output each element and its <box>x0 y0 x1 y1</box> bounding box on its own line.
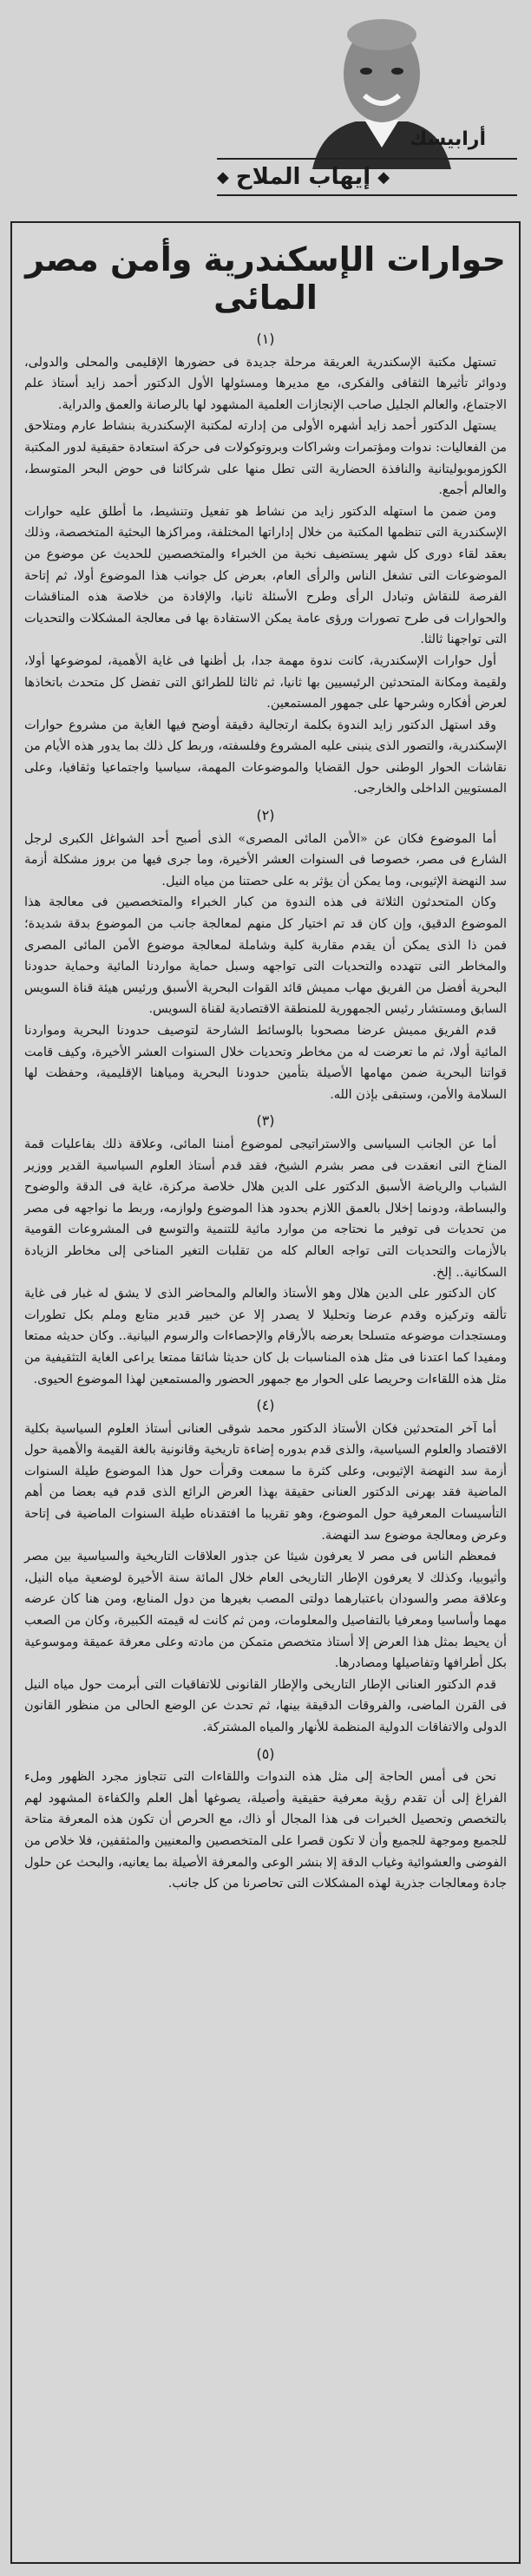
diamond-icon: ◆ <box>377 167 390 187</box>
article-box <box>10 221 521 2564</box>
paragraph: فمعظم الناس فى مصر لا يعرفون شيئا عن جذور العلاقات التاريخية والسياسية بين مصر وأثيوبيا، وكذلك لا يعرفون الإطار التاريخى العام خلال المائة سنة الأخيرة لوضعية مياه النيل، وعلاقة مصر والسودان باعتبارهما دولتى المصب بغيرها من دول المنابع، ومن هنا كان عرضه مهما وأساسيا ومعرفيا بالتفاصيل والمعلومات، ومن ثم كانت له قيمته الكبيرة، وكان من الصعب أن يحيط بمثل هذا العرض إلا أستاذ متخصص متمكن من مادته وعلى معرفة عميقة وموسوعية بكل أطرافها وتفاصيلها ومصادرها. <box>24 1550 507 1671</box>
paragraph: يستهل الدكتور أحمد زايد أشهره الأولى من إدارته لمكتبة الإسكندرية بنشاط عارم ومتلاحق من الفعاليات: ندوات ومؤتمرات وشراكات وبروتوكولات فى حركة استعادة حقيقية لدور المكتبة الكوزموبوليتانية والنافذة الحضارية التى تطل منها على شركائنا فى حوض البحر المتوسط، والعالم أجمع. <box>24 419 507 498</box>
paragraph: ومن ضمن ما استهله الدكتور زايد من نشاط هو تفعيل وتنشيط، ما أطلق عليه حوارات الإسكندرية التى تنظمها المكتبة من خلال إداراتها المختلفة، ومراكزها البحثية المتخصصة، وذلك بعقد لقاء دورى كل شهر يستضيف نخبة من الخبراء والمتخصصين للحديث عن موضوع من الموضوعات التى تشغل الناس والرأى العام، بعرض كل جوانب هذا الموضوع أولا، ثم إتاحة الفرصة للنقاش وتبادل الرأى وطرح الأسئلة ثانيا، والإفادة من خلاصة هذه المناقشات والحوارات فى طرح تصورات ورؤى عامة يمكن الاستفادة بها فى معالجة المشكلات والتحديات التى تواجهنا ثالثا. <box>24 504 507 647</box>
section-number: (٥) <box>256 1745 275 1762</box>
section-number: (٣) <box>256 1112 275 1130</box>
paragraph: قدم الفريق مميش عرضا مصحوبا بالوسائط الشارحة لتوصيف حدودنا البحرية ومواردنا المائية أولا، ثم ما تعرضت له من مخاطر وتحديات خلال السنوات العشر الأخيرة، وكيف قامت قواتنا البحرية ضمن مهامها الأصيلة بتأمين حدودنا البحرية ومياهنا الإقليمية، وحفظت لها السلامة والأمن، وستبقى بإذن الله. <box>24 1024 507 1102</box>
diamond-icon: ◆ <box>217 167 229 187</box>
section-number: (٢) <box>256 807 275 824</box>
paragraph: قدم الدكتور العنانى الإطار التاريخى والإطار القانونى للاتفاقيات التى أبرمت حول مياه النيل فى القرن الماضى، والفروقات الدقيقة بينها، ثم تحدث عن الوضع الحالى من منظور القانون الدولى والاتفاقات الدولية المنظمة للأنهار والمياه المشتركة. <box>24 1677 507 1734</box>
paragraph: وكان المتحدثون الثلاثة فى هذه الندوة من كبار الخبراء والمتخصصين فى معالجة هذا الموضوع الدقيق، وإن كان قد تم اختيار كل منهم لمعالجة جانب من الموضوع بدقة شديدة؛ فمن ذا الذى يمكن أن يقدم مقاربة كلية وشاملة لمعالجة موضوع الأمن المائى المصرى والمخاطر التى تتهدده والتحديات التى تواجهه وسبل حماية مواردنا المائية وحماية حدودنا البحرية أفضل من الفريق مهاب مميش قائد القوات البحرية الأسبق ورئيس هيئة قناة السويس السابق ومستشار رئيس الجمهورية للمنطقة الاقتصادية لقناة السويس. <box>24 895 507 1017</box>
paragraph: نحن فى أمس الحاجة إلى مثل هذه الندوات واللقاءات التى تتجاوز مجرد الظهور وملء الفراغ إلى أن تقدم رؤية معرفية حقيقية وأصيلة، يصوغها أهل العلم والكفاءة المشهود لهم بالتخصص وتحصيل الخبرات فى هذا المجال أو ذاك، مع الحرص أن تكون هذه المعرفة متاحة للجميع وموجهة للجميع وأن لا تكون قصرا على المتخصصين والمعنيين والمثقفين، فلا خلاص من الفوضى والعشوائية وغياب الدقة إلا بنشر الوعى والمعرفة الأصيلة بما يعانيه، والبحث عن حلول جادة ومعالجات جذرية لهذه المشكلات التى تحاصرنا من كل جانب. <box>24 1770 507 1891</box>
column-name: أرابيسك <box>410 128 486 150</box>
author-bar <box>217 158 517 196</box>
paragraph: أما الموضوع فكان عن «الأمن المائى المصرى» الذى أصبح أحد الشواغل الكبرى لرجل الشارع فى مصر، خصوصا فى السنوات العشر الأخيرة، وما جرى فيها من بروز مشكلة أزمة سد النهضة الإثيوبى، وما يمكن أن يؤثر به على حصتنا من مياه النيل. <box>24 831 507 888</box>
column-header <box>0 0 531 217</box>
article-body <box>12 329 519 1895</box>
section-number: (١) <box>256 331 275 347</box>
section-number: (٤) <box>256 1397 275 1414</box>
paragraph: كان الدكتور على الدين هلال وهو الأستاذ والعالم والمحاضر الذى لا يشق له غبار فى غاية تألقه وتركيزه وقدم عرضا وتحليلا لا يصدر إلا عن خبير قدير متابع وملم بكل تطورات ومستجدات موضوعه متسلحا بعرضه بالأرقام والإحصاءات والرسوم البيانية.. وكان حديثه ممتعا ومفيدا كما اعتدنا فى مثل هذه المناسبات بل كان حديثا شائقا ممتعا يراعى الغاية التثقيفية من مثل هذه اللقاءات وحريصا على الحوار مع جمهور الحضور والمستمعين لهذا الموضوع الحيوى. <box>24 1287 507 1386</box>
paragraph: أول حوارات الإسكندرية، كانت ندوة مهمة جدا، بل أظنها فى غاية الأهمية، لموضوعها أولا، ولقيمة ومكانة المتحدثين الرئيسيين بها ثانيا، ثم ثالثا للطرائق التى تفضل كل متحدث باتخاذها لعرض أفكاره وشرحها على جمهور المستمعين. <box>24 653 507 711</box>
paragraph: أما آخر المتحدثين فكان الأستاذ الدكتور محمد شوقى العنانى أستاذ العلوم السياسية بكلية الاقتصاد والعلوم السياسية، والذى قدم بدوره إضاءة تاريخية وقانونية بالغة القيمة والأهمية حول أزمة سد النهضة الإثيوبى، وعلى كثرة ما سمعت وقرأت حول هذا الموضوع طيلة السنوات الماضية فقد بهرنى الدكتور العنانى حقيقة بهذا العرض الرائع الذى قدم فيه بعضا من أهم التأسيسات المعرفية حول الموضوع، وهو تقريبا ما افتقدناه طيلة السنوات الماضية فى إتاحة وعرض ومعالجة موضوع سد النهضة. <box>24 1421 507 1543</box>
author-name: إيهاب الملاح <box>235 164 371 190</box>
article-title: حوارات الإسكندرية وأمن مصر المائى <box>25 240 506 317</box>
paragraph: تستهل مكتبة الإسكندرية العريقة مرحلة جديدة فى حضورها الإقليمى والمحلى والدولى، ودوائر تأثيرها الثقافى والفكرى، مع مديرها ومسئولها الأول الدكتور أحمد زايد أستاذ علم الاجتماع، والعالم الجليل صاحب الإنجازات العلمية المشهود لها بالرصانة والعمق والدراية. <box>24 355 507 412</box>
paragraph: وقد استهل الدكتور زايد الندوة بكلمة ارتجالية دقيقة أوضح فيها الغاية من مشروع حوارات الإسكندرية، والتصور الذى ينبنى عليه المشروع وفلسفته، وربط كل ذلك بما يدور هذه الأيام من نقاشات الحوار الوطنى حول القضايا والموضوعات المهمة، سياسيا واجتماعيا وثقافيا، وعلى المستويين الداخلى والخارجى. <box>24 718 507 796</box>
paragraph: أما عن الجانب السياسى والاستراتيجى لموضوع أمننا المائى، وعلاقة ذلك بفاعليات قمة المناخ التى انعقدت فى مصر بشرم الشيخ، فقد قدم أستاذ العلوم السياسية القدير ووزير الشباب والرياضة الأسبق الدكتور على الدين هلال خلاصة مركزة، غاية فى الدقة والوضوح والبساطة، ودونما إخلال بالعمق اللازم بحدود هذا الموضوع ولوازمه، وربط ما نواجهه فى مصر من تحديات فى توفير ما نحتاجه من موارد مائية للتنمية والتوسع فى المشروعات القومية بالأزمات والتحديات التى تواجه العالم كله من تقلبات التغير المناخى إلى مخاطر الزيادة السكانية.. إلخ. <box>24 1137 507 1280</box>
